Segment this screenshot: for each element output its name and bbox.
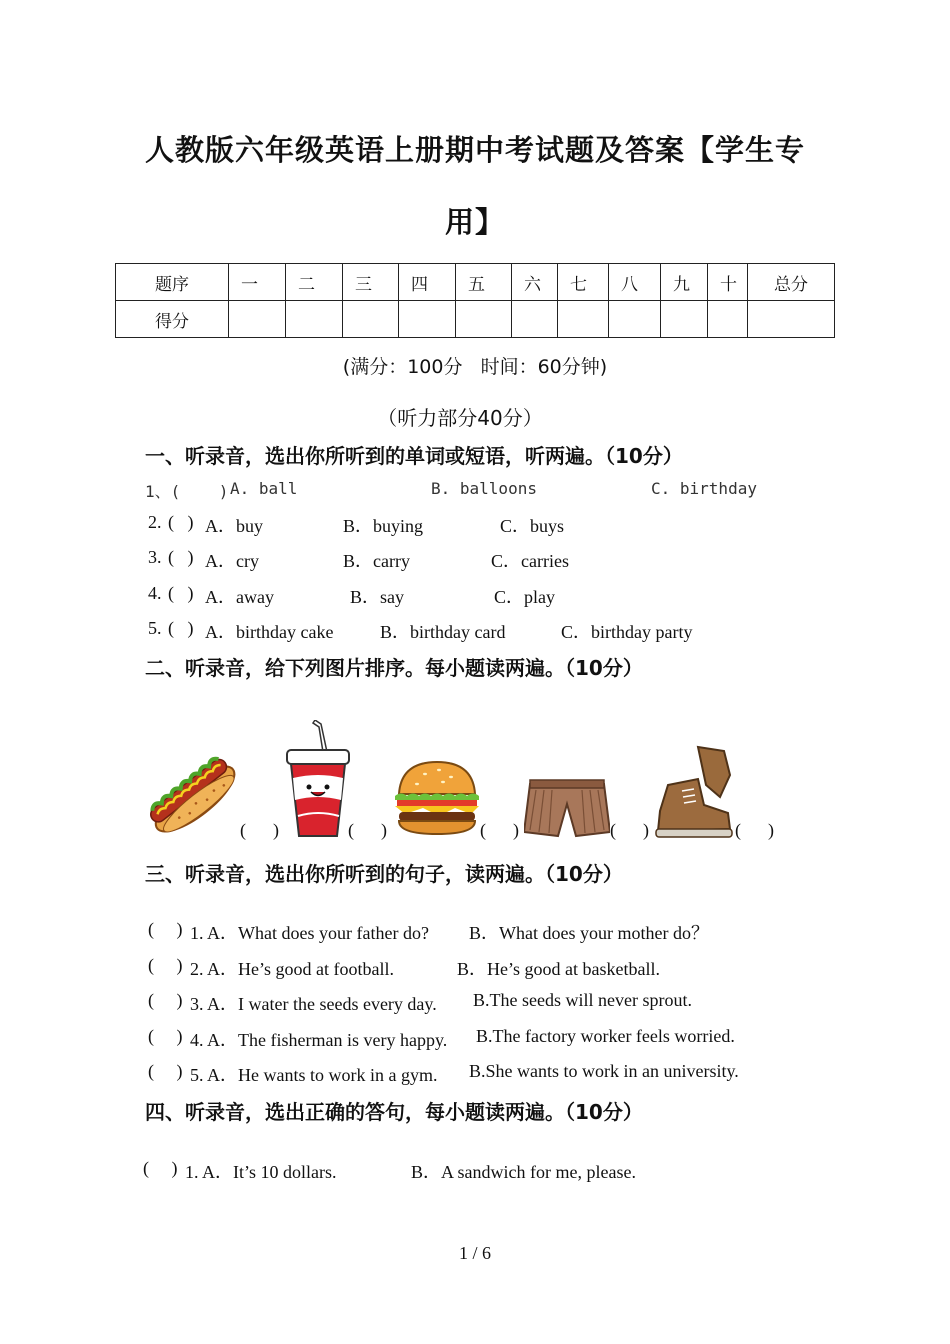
score-cell[interactable] (343, 301, 399, 338)
score-header-cell: 七 (558, 264, 609, 301)
score-header-cell: 九 (661, 264, 708, 301)
option-b: B．buying (343, 516, 424, 536)
answer-blank[interactable]: ( ) (168, 618, 194, 638)
picture-order-blank[interactable]: ( ) (480, 820, 519, 840)
option-b: B．birthday card (380, 622, 506, 642)
answer-blank[interactable]: ( ) (148, 919, 183, 939)
option-a: A．buy (205, 516, 263, 536)
exam-meta: (满分：100分 时间：60分钟) (342, 356, 608, 378)
listening-total: （听力部分40分） (377, 406, 543, 430)
answer-blank[interactable]: ( ) (168, 547, 194, 567)
answer-blank[interactable]: ( ) (148, 1061, 183, 1081)
picture-order-blank[interactable]: ( ) (348, 820, 387, 840)
score-cell[interactable] (286, 301, 343, 338)
sentence-option-b: B.She wants to work in an university. (469, 1061, 739, 1081)
question-number: 3. (148, 547, 162, 567)
score-cell[interactable] (399, 301, 456, 338)
shorts-picture (524, 778, 610, 838)
score-table-score-row (116, 301, 835, 338)
option-c: C．carries (491, 551, 569, 571)
option-c: C. birthday (651, 479, 757, 498)
score-row-label: 得分 (116, 301, 229, 338)
option-a: A．cry (205, 551, 259, 571)
score-cell[interactable] (708, 301, 748, 338)
option-a: A．away (205, 587, 274, 607)
score-cell[interactable] (512, 301, 558, 338)
document-title-line1: 人教版六年级英语上册期中考试题及答案【学生专 (144, 133, 805, 167)
sentence-option-b: B．What does your mother do？ (469, 923, 709, 943)
score-cell[interactable] (748, 301, 835, 338)
sentence-option-a: 4. A．The fisherman is very happy. (190, 1030, 448, 1050)
score-header-cell: 六 (512, 264, 558, 301)
option-c: C．play (494, 587, 555, 607)
sentence-option-a: 3. A．I water the seeds every day. (190, 994, 437, 1014)
question-number: 2. (148, 512, 162, 532)
answer-blank[interactable]: ( ) (168, 583, 194, 603)
sentence-option-b: B．A sandwich for me, please. (411, 1162, 636, 1182)
score-table-header-row (116, 264, 835, 301)
option-a: A. ball (230, 479, 298, 498)
picture-order-blank[interactable]: ( ) (240, 820, 279, 840)
score-table (115, 263, 835, 338)
score-cell[interactable] (229, 301, 286, 338)
score-header-cell: 五 (456, 264, 512, 301)
hamburger-picture (395, 760, 479, 836)
score-cell[interactable] (661, 301, 708, 338)
question-number: 5. (148, 618, 162, 638)
score-header-cell: 二 (286, 264, 343, 301)
sentence-option-b: B.The factory worker feels worried. (476, 1026, 735, 1046)
score-header-cell: 总分 (748, 264, 835, 301)
section4-heading: 四、听录音，选出正确的答句，每小题读两遍。（10分） (145, 1100, 643, 1124)
answer-blank[interactable]: ( ) (143, 1158, 178, 1178)
document-title-line2: 用】 (444, 205, 505, 239)
hot-dog-picture (143, 752, 241, 838)
answer-blank[interactable]: ( ) (148, 1026, 183, 1046)
sentence-option-b: B．He’s good at basketball. (457, 959, 660, 979)
option-b: B．carry (343, 551, 410, 571)
sentence-option-b: B.The seeds will never sprout. (473, 990, 692, 1010)
answer-blank[interactable]: ( ) (148, 990, 183, 1010)
option-b: B．say (350, 587, 404, 607)
score-header-cell: 四 (399, 264, 456, 301)
option-c: C．birthday party (561, 622, 693, 642)
sentence-option-a: 2. A．He’s good at football. (190, 959, 394, 979)
option-b: B. balloons (431, 479, 537, 498)
option-c: C．buys (500, 516, 565, 536)
picture-order-blank[interactable]: ( ) (610, 820, 649, 840)
score-header-cell: 一 (229, 264, 286, 301)
boots-picture (654, 745, 734, 840)
picture-order-blank[interactable]: ( ) (735, 820, 774, 840)
score-header-cell: 三 (343, 264, 399, 301)
score-cell[interactable] (558, 301, 609, 338)
score-header-cell: 题序 (116, 264, 229, 301)
soft-drink-picture (285, 720, 351, 840)
section3-heading: 三、听录音，选出你所听到的句子，读两遍。（10分） (145, 862, 623, 886)
answer-blank[interactable]: ( ) (168, 512, 194, 532)
sentence-option-a: 5. A．He wants to work in a gym. (190, 1065, 438, 1085)
score-cell[interactable] (609, 301, 661, 338)
question-number: 4. (148, 583, 162, 603)
question-number: 1、( ) (145, 482, 229, 501)
score-header-cell: 八 (609, 264, 661, 301)
page-number: 1 / 6 (458, 1243, 491, 1263)
score-cell[interactable] (456, 301, 512, 338)
sentence-option-a: 1. A．It’s 10 dollars. (185, 1162, 337, 1182)
score-header-cell: 十 (708, 264, 748, 301)
answer-blank[interactable]: ( ) (148, 955, 183, 975)
option-a: A．birthday cake (205, 622, 334, 642)
sentence-option-a: 1. A．What does your father do? (190, 923, 429, 943)
section2-heading: 二、听录音，给下列图片排序。每小题读两遍。（10分） (145, 656, 643, 680)
section1-heading: 一、听录音，选出你所听到的单词或短语，听两遍。（10分） (145, 444, 683, 468)
